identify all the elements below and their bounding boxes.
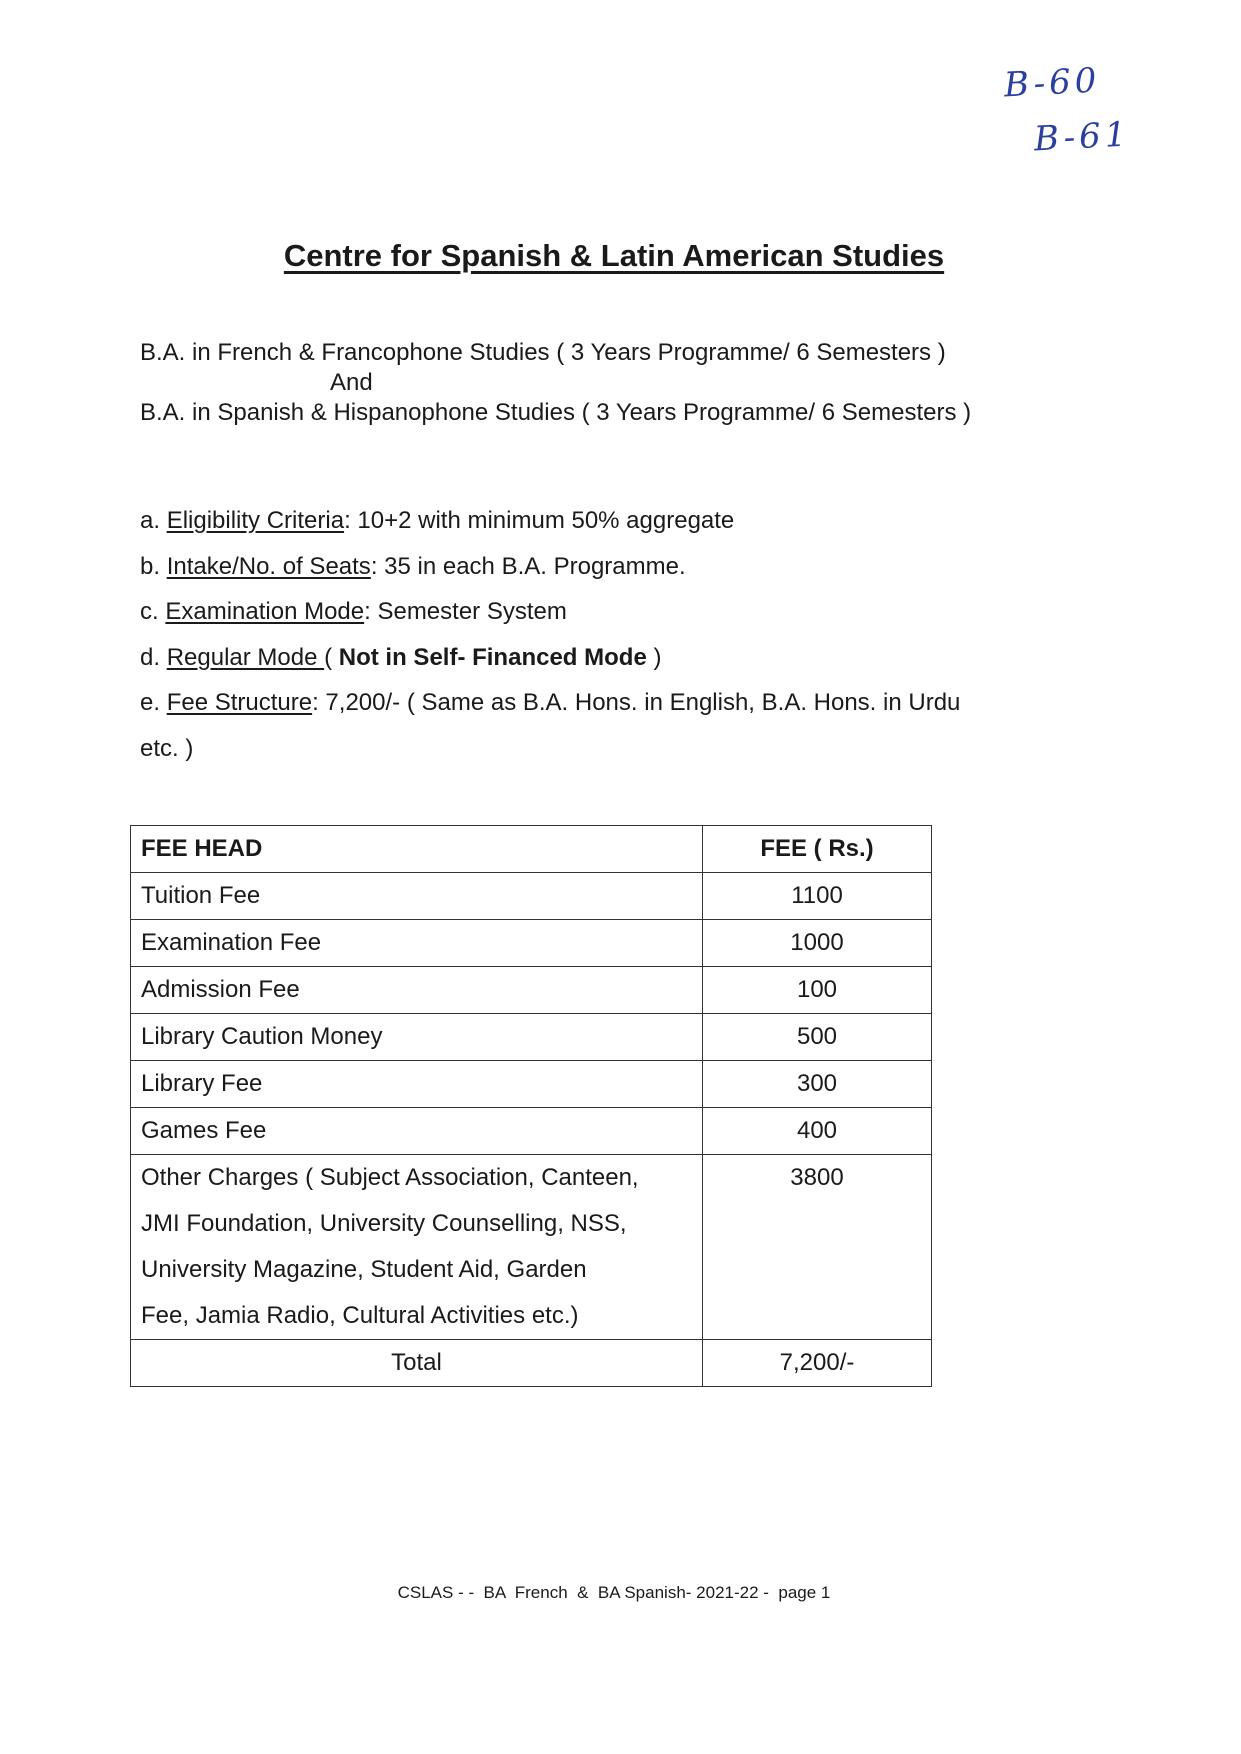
criterion-label: Regular Mode [166, 644, 325, 671]
other-charges-line: Fee, Jamia Radio, Cultural Activities etc.) [141, 1302, 579, 1329]
page-footer: CSLAS - - BA French & BA Spanish- 2021-22 - page 1 [397, 1583, 831, 1602]
criterion-examination-mode [140, 598, 567, 626]
fee-head-cell: Tuition Fee [131, 873, 703, 920]
criterion-prefix: a. [140, 507, 167, 534]
table-row [131, 1155, 932, 1340]
criterion-text-open: ( [324, 644, 339, 671]
fee-head-cell: Library Fee [131, 1061, 703, 1108]
criterion-text: : 10+2 with minimum 50% aggregate [344, 507, 735, 534]
fee-head-cell: Admission Fee [131, 967, 703, 1014]
other-charges-line: Other Charges ( Subject Association, Canteen, [141, 1164, 639, 1191]
fee-amount-cell: 500 [703, 1014, 932, 1061]
programme-french: B.A. in French & Francophone Studies ( 3 Years Programme/ 6 Semesters ) [140, 339, 946, 366]
other-charges-line: University Magazine, Student Aid, Garden [141, 1256, 587, 1283]
criterion-bold-text: Not in Self- Financed Mode [338, 644, 647, 671]
fee-amount-cell: 100 [703, 967, 932, 1014]
table-row [131, 1061, 932, 1108]
fee-table [130, 825, 932, 1387]
fee-amount-cell: 1100 [703, 873, 932, 920]
handwritten-note-line-1: B-60 [1003, 60, 1102, 106]
handwritten-note-line-2: B-61 [1033, 114, 1132, 160]
criterion-regular-mode [140, 644, 661, 672]
page-title: Centre for Spanish & Latin American Studies [283, 238, 945, 273]
table-row [131, 967, 932, 1014]
total-label: Total [131, 1340, 703, 1387]
fee-head-column-header: FEE HEAD [131, 826, 703, 873]
criterion-fee-structure [140, 689, 960, 717]
fee-head-cell-other-charges [131, 1155, 703, 1340]
criterion-eligibility [140, 507, 734, 535]
criterion-label: Intake/No. of Seats [166, 553, 371, 580]
fee-amount-column-header: FEE ( Rs.) [703, 826, 932, 873]
criterion-fee-structure-continuation: etc. ) [140, 735, 194, 762]
criterion-text: : 35 in each B.A. Programme. [370, 553, 686, 580]
total-row [131, 1340, 932, 1387]
criterion-prefix: b. [140, 553, 167, 580]
fee-head-cell: Examination Fee [131, 920, 703, 967]
table-row [131, 920, 932, 967]
fee-amount-cell: 300 [703, 1061, 932, 1108]
table-row [131, 1108, 932, 1155]
criterion-prefix: c. [140, 598, 166, 625]
criterion-prefix: d. [140, 644, 167, 671]
criterion-intake [140, 553, 686, 581]
programme-spanish: B.A. in Spanish & Hispanophone Studies ( 3 Years Programme/ 6 Semesters ) [140, 399, 972, 426]
fee-head-cell: Games Fee [131, 1108, 703, 1155]
fee-amount-cell: 400 [703, 1108, 932, 1155]
fee-head-cell: Library Caution Money [131, 1014, 703, 1061]
fee-amount-cell: 1000 [703, 920, 932, 967]
criterion-text: : Semester System [364, 598, 567, 625]
total-amount: 7,200/- [703, 1340, 932, 1387]
criterion-label: Examination Mode [165, 598, 365, 625]
table-row [131, 873, 932, 920]
criterion-text: : 7,200/- ( Same as B.A. Hons. in English, B.A. Hons. in Urdu [312, 689, 961, 716]
fee-table-header-row [131, 826, 932, 873]
criterion-label: Fee Structure [166, 689, 313, 716]
table-row [131, 1014, 932, 1061]
other-charges-line: JMI Foundation, University Counselling, NSS, [141, 1210, 627, 1237]
fee-amount-cell: 3800 [703, 1155, 932, 1340]
programme-connector: And [330, 369, 373, 396]
criterion-text-close: ) [646, 644, 662, 671]
criterion-label: Eligibility Criteria [166, 507, 345, 534]
criterion-prefix: e. [140, 689, 167, 716]
